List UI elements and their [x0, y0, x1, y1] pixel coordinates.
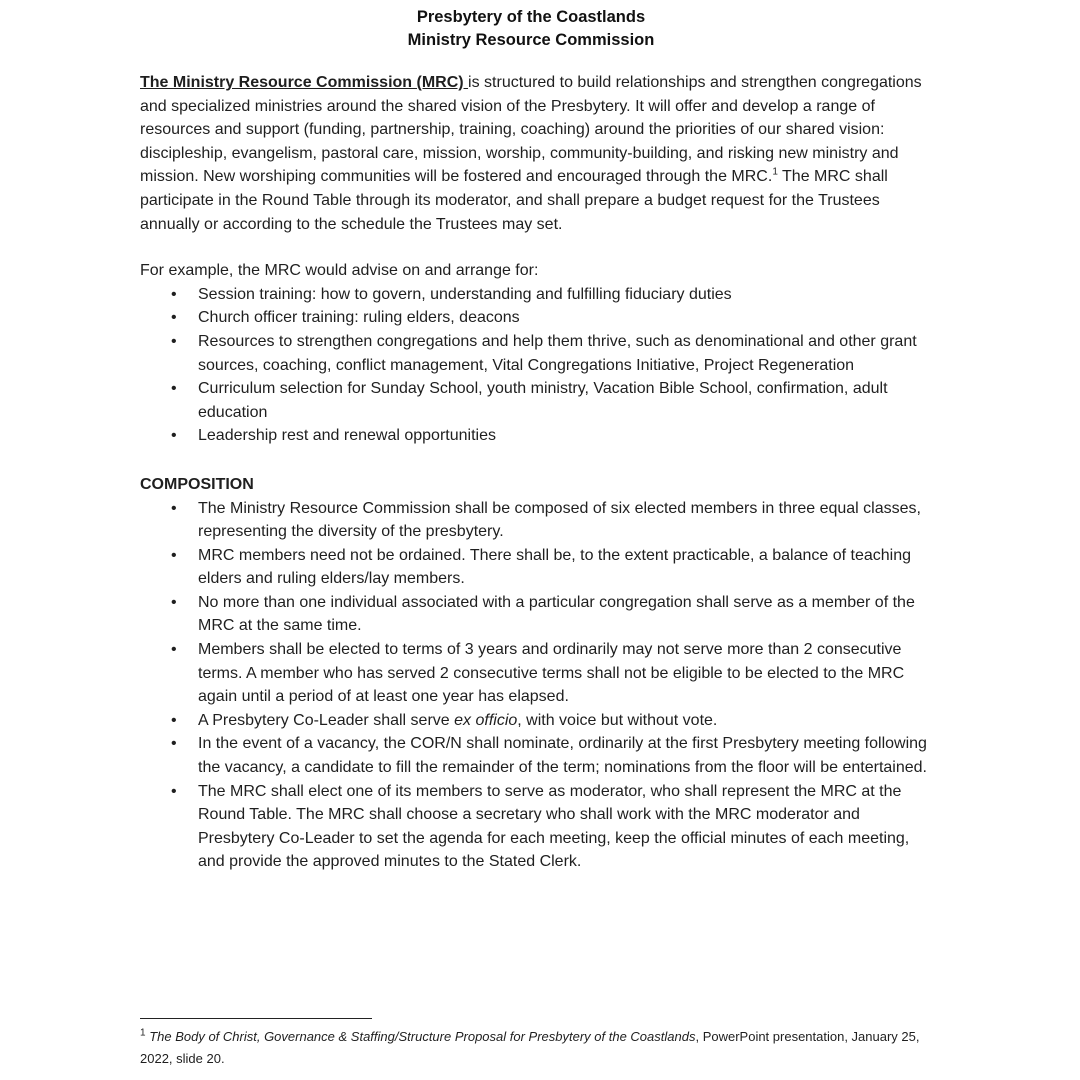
intro-paragraph: [140, 71, 930, 236]
examples-list: [140, 283, 930, 448]
footnote-reference: 1: [772, 167, 778, 179]
footnote-separator: [140, 1018, 372, 1019]
intro-lead-term: The Ministry Resource Commission (MRC): [140, 74, 469, 91]
composition-heading: COMPOSITION: [140, 475, 254, 493]
list-item: • The Ministry Resource Commission shall be composed of six elected members in three equal classes, representing the diversity of the presbytery.: [198, 497, 930, 544]
list-item: • In the event of a vacancy, the COR/N shall nominate, ordinarily at the first Presbytery meeting following the vacancy, a candidate to fill the remainder of the term; nominations from the floor will be entertained.: [198, 732, 930, 779]
intro-text-continued: The MRC shall participate in the Round Table through its moderator, and shall prepare a budget request for the Trustees annually or according to the schedule the Trustees may set.: [140, 168, 888, 233]
footnote: [140, 1026, 930, 1070]
list-item: • Session training: how to govern, understanding and fulfilling fiduciary duties: [198, 283, 930, 307]
exofficio-text-before: A Presbytery Co-Leader shall serve: [198, 711, 455, 729]
document-body: [140, 71, 930, 874]
footnote-number: 1: [140, 1027, 146, 1039]
list-item: • Members shall be elected to terms of 3 years and ordinarily may not serve more than 2 consecutive terms. A member who has served 2 consecutive terms shall not be eligible to be elected to the MRC again until a period of at least one year has elapsed.: [198, 638, 930, 709]
document-title-line-1: Presbytery of the Coastlands: [416, 8, 646, 26]
footnote-details: , PowerPoint presentation, January 25, 2022, slide 20.: [140, 1029, 920, 1066]
list-item: • Curriculum selection for Sunday School, youth ministry, Vacation Bible School, confirmation, adult education: [198, 377, 930, 424]
examples-intro: For example, the MRC would advise on and arrange for:: [140, 262, 539, 280]
footnote-title: The Body of Christ, Governance & Staffing/Structure Proposal for Presbytery of the Coastlands: [149, 1029, 696, 1044]
document-title: [0, 6, 1062, 52]
list-item: • Church officer training: ruling elders, deacons: [198, 306, 930, 330]
list-item: • Resources to strengthen congregations and help them thrive, such as denominational and other grant sources, coaching, conflict management, Vital Congregations Initiative, Project Regeneration: [198, 330, 930, 377]
list-item: • Leadership rest and renewal opportunities: [198, 424, 930, 448]
list-item: [198, 709, 930, 733]
list-item: • No more than one individual associated with a particular congregation shall serve as a member of the MRC at the same time.: [198, 591, 930, 638]
exofficio-text-after: , with voice but without vote.: [517, 711, 718, 729]
exofficio-term: ex officio: [454, 711, 518, 729]
list-item: • MRC members need not be ordained. There shall be, to the extent practicable, a balance of teaching elders and ruling elders/lay members.: [198, 544, 930, 591]
document-title-line-2: Ministry Resource Commission: [407, 31, 655, 49]
composition-list: [140, 497, 930, 875]
list-item: • The MRC shall elect one of its members to serve as moderator, who shall represent the MRC at the Round Table. The MRC shall choose a secretary who shall work with the MRC moderator and Presbytery Co-Leader to set the agenda for each meeting, keep the official minutes of each meeting, and provide the approved minutes to the Stated Clerk.: [198, 780, 930, 874]
intro-text: is structured to build relationships and strengthen congregations and specialized ministries around the shared vision of the Presbytery. It will offer and develop a range of resources and support (funding, partnership, training, coaching) around the priorities of our shared vision: discipleship, evangelism, pastoral care, mission, worship, community-building, and risking new ministry and mission. New worshiping communities will be fostered and encouraged through the MRC.: [140, 74, 922, 186]
